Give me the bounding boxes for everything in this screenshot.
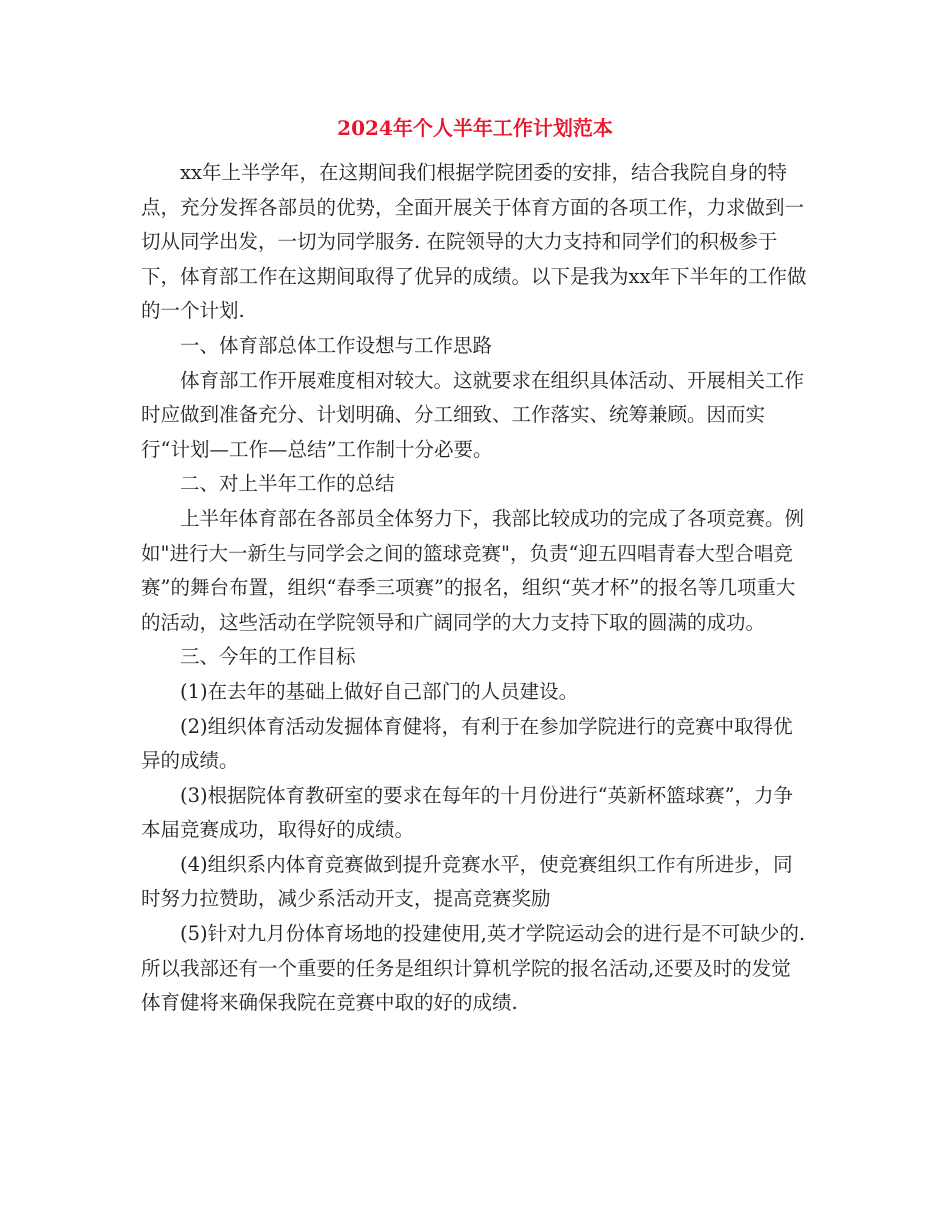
paragraph-intro: xx年上半学年，在这期间我们根据学院团委的安排，结合我院自身的特点，充分发挥各部员的优势，全面开展关于体育方面的各项工作，力求做到一切从同学出发，一切为同学服务. 在院领导的大力支持和同学们的积极参于下，体育部工作在这期间取得了优异的成绩。以下是我为xx年下半年的工作做的一个计划.	[141, 161, 807, 323]
section-heading-1: 一、体育部总体工作设想与工作思路	[180, 333, 493, 357]
goal-item-2: (2)组织体育活动发掘体育健将，有利于在参加学院进行的竞赛中取得优异的成绩。	[141, 714, 793, 773]
goal-item-4: (4)组织系内体育竞赛做到提升竞赛水平，使竞赛组织工作有所进步，同时努力拉赞助，减少系活动开支，提高竞赛奖励	[141, 852, 793, 911]
paragraph-1: 体育部工作开展难度相对较大。这就要求在组织具体活动、开展相关工作时应做到准备充分、计划明确、分工细致、工作落实、统筹兼顾。因而实行“计划—工作—总结”工作制十分必要。	[141, 368, 805, 461]
goal-item-1: (1)在去年的基础上做好自己部门的人员建设。	[180, 679, 579, 703]
document-title: 2024年个人半年工作计划范本	[337, 116, 613, 140]
section-heading-2: 二、对上半年工作的总结	[180, 472, 395, 496]
goal-item-3: (3)根据院体育教研室的要求在每年的十月份进行“英新杯篮球赛”，力争本届竞赛成功，取得好的成绩。	[141, 783, 794, 842]
document-body	[141, 156, 809, 1021]
paragraph-2: 上半年体育部在各部员全体努力下，我部比较成功的完成了各项竞赛。例如"进行大一新生与同学会之间的篮球竞赛"，负责“迎五四唱青春大型合唱竞赛”的舞台布置，组织“春季三项赛”的报名，组织“英才杯”的报名等几项重大的活动，这些活动在学院领导和广阔同学的大力支持下取的圆满的成功。	[141, 506, 805, 634]
goal-item-5: (5)针对九月份体育场地的投建使用,英才学院运动会的进行是不可缺少的.所以我部还有一个重要的任务是组织计算机学院的报名活动,还要及时的发觉体育健将来确保我院在竞赛中取的好的成绩.	[141, 922, 806, 1015]
section-heading-3: 三、今年的工作目标	[180, 645, 356, 669]
